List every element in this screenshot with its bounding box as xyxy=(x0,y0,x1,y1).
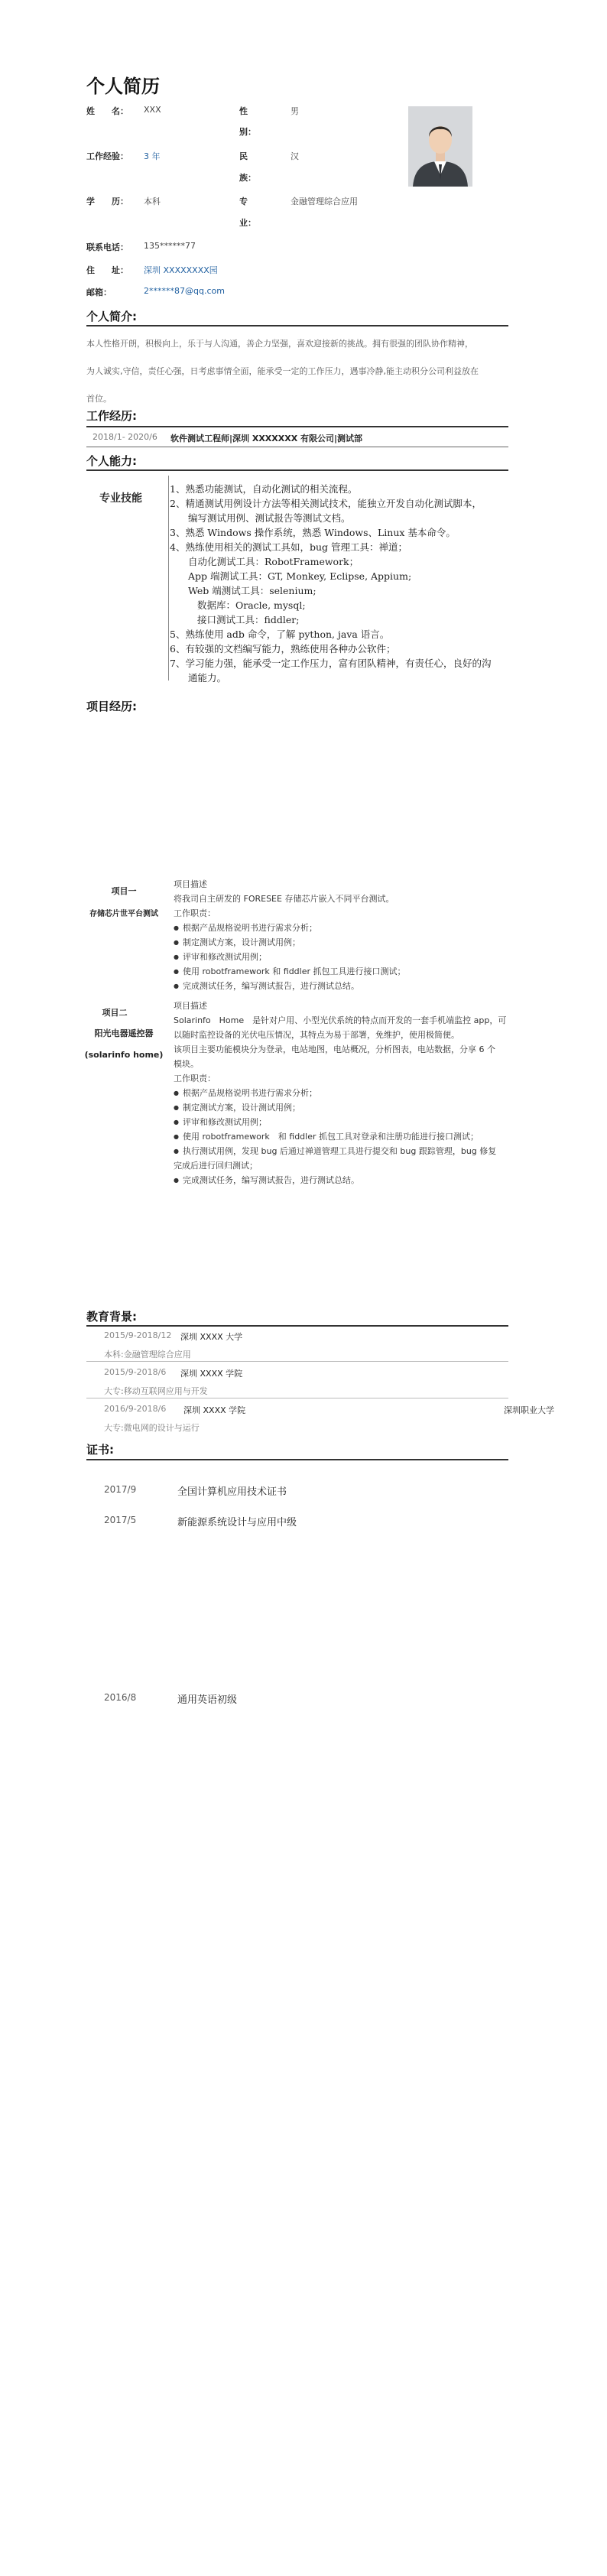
projects-section-title: 项目经历: xyxy=(86,700,137,713)
gender-value: 男 xyxy=(291,106,299,116)
work-divider xyxy=(86,426,508,427)
edu-date: 2015/9-2018/6 xyxy=(104,1367,167,1377)
ethnic-value: 汉 xyxy=(291,151,299,161)
project-2-bullet: ● 执行测试用例，发现 bug 后通过禅道管理工具进行提交和 bug 跟踪管理，bug 修复 xyxy=(174,1144,514,1158)
project-2-line: 该项目主要功能模块分为登录，电站地图，电站概况，分析图表，电站数据，分享 6 个 xyxy=(174,1044,495,1054)
page-title: 个人简历 xyxy=(86,76,160,97)
edu-divider xyxy=(86,1361,508,1362)
avatar xyxy=(408,106,472,187)
major-value: 金融管理综合应用 xyxy=(291,197,358,206)
cert-name: 通用英语初级 xyxy=(177,1694,238,1706)
skill-line: 6、有较强的文档编写能力，熟练使用各种办公软件； xyxy=(170,643,396,655)
skill-line: 接口测试工具：fiddler; xyxy=(197,614,300,625)
job-date: 2018/1- 2020/6 xyxy=(93,432,157,442)
skills-list xyxy=(170,482,491,685)
project-1-bullet: ● 使用 robotframework 和 fiddler 抓包工具进行接口测试； xyxy=(174,964,510,979)
project-2-bullet: ● 使用 robotframework 和 fiddler 抓包工具对登录和注册功能进行接口测试； xyxy=(174,1129,514,1144)
edu-date: 2016/9-2018/6 xyxy=(104,1404,167,1414)
ethnic-label-2: 族： xyxy=(239,173,256,183)
skill-line: 7、学习能力强，能承受一定工作压力，富有团队精神，有责任心，良好的沟 xyxy=(170,658,492,669)
skill-line: App 端测试工具：GT, Monkey, Eclipse, Appium; xyxy=(188,570,412,582)
profile-divider xyxy=(86,325,508,326)
skill-line: 通能力。 xyxy=(188,672,227,684)
project-2-details xyxy=(174,999,514,1187)
project-2-line: 项目描述 xyxy=(174,1001,207,1011)
work-section-title: 工作经历: xyxy=(86,409,137,423)
education-label: 学 历： xyxy=(86,197,128,206)
project-1-subtitle: 存储芯片世平台测试 xyxy=(89,910,158,918)
profile-line: 首位。 xyxy=(86,394,112,404)
project-2-line: 工作职责： xyxy=(174,1074,216,1083)
ability-section-title: 个人能力: xyxy=(86,454,137,468)
project-2-line: 完成后进行回归测试； xyxy=(174,1161,258,1171)
skill-line: 3、熟悉 Windows 操作系统，熟悉 Windows、Linux 基本命令。 xyxy=(170,527,456,538)
skill-line: 4、熟练使用相关的测试工具如，bug 管理工具：禅道； xyxy=(170,541,407,553)
job-title: 软件测试工程师|深圳 XXXXXXX 有限公司|测试部 xyxy=(170,434,363,443)
major-label-2: 业： xyxy=(239,218,256,228)
project-1-name: 项目一 xyxy=(111,886,137,896)
edu-date: 2015/9-2018/12 xyxy=(104,1330,172,1340)
email-label: 邮箱： xyxy=(86,287,112,297)
major-label: 专 xyxy=(239,197,248,206)
edu-school: 深圳 XXXX 学院 xyxy=(180,1369,243,1379)
ethnic-label: 民 xyxy=(239,151,248,161)
cert-date: 2016/8 xyxy=(104,1692,137,1703)
certs-divider xyxy=(86,1459,508,1460)
project-2-bullet: ● 制定测试方案，设计测试用例； xyxy=(174,1100,514,1115)
edu-major: 大专:微电网的设计与运行 xyxy=(104,1423,200,1433)
project-2-name: 项目二 xyxy=(102,1008,128,1018)
project-2-line: Solarinfo Home 是针对户用、小型光伏系统的特点而开发的一套手机端监控 app，可 xyxy=(174,1015,507,1025)
skill-line: 编写测试用例、测试报告等测试文档。 xyxy=(188,512,351,524)
cert-date: 2017/9 xyxy=(104,1484,137,1495)
profile-line: 本人性格开朗，积极向上，乐于与人沟通，善企力坚强，喜欢迎接新的挑战。拥有很强的团队协作精神， xyxy=(86,339,473,349)
email-value[interactable]: 2******87@qq.com xyxy=(144,286,225,296)
ability-divider xyxy=(86,469,508,471)
edu-school: 深圳 XXXX 大学 xyxy=(180,1332,243,1342)
project-1-bullet: ● 根据产品规格说明书进行需求分析； xyxy=(174,921,510,935)
edu-school-extra: 深圳职业大学 xyxy=(504,1405,554,1415)
name-label: 姓 名： xyxy=(86,106,128,116)
gender-label-2: 别： xyxy=(239,127,256,137)
certs-section-title: 证书: xyxy=(86,1443,114,1457)
skill-line: 数据库：Oracle, mysql; xyxy=(197,599,306,611)
edu-major: 大专:移动互联网应用与开发 xyxy=(104,1386,208,1396)
project-2-subtitle-en: (solarinfo home) xyxy=(84,1050,164,1060)
phone-label: 联系电话： xyxy=(86,242,128,252)
gender-label: 性 xyxy=(239,106,248,116)
skill-line: 5、熟练使用 adb 命令，了解 python, java 语言。 xyxy=(170,629,390,640)
skills-heading: 专业技能 xyxy=(99,492,142,505)
profile-section-title: 个人简介: xyxy=(86,310,137,323)
address-label: 住 址： xyxy=(86,265,128,275)
education-section-title: 教育背景: xyxy=(86,1310,137,1324)
project-2-subtitle: 阳光电器遥控器 xyxy=(94,1028,154,1038)
cert-name: 新能源系统设计与应用中级 xyxy=(177,1517,297,1528)
phone-value: 135******77 xyxy=(144,241,196,251)
project-1-bullet: ● 评审和修改测试用例； xyxy=(174,950,510,964)
cert-date: 2017/5 xyxy=(104,1515,137,1525)
project-1-bullet: ● 制定测试方案，设计测试用例； xyxy=(174,935,510,950)
skill-line: 1、熟悉功能测试，自动化测试的相关流程。 xyxy=(170,483,358,495)
edu-school: 深圳 XXXX 学院 xyxy=(183,1405,246,1415)
project-1-line: 工作职责： xyxy=(174,908,216,918)
project-2-bullet: ● 评审和修改测试用例； xyxy=(174,1115,514,1129)
skill-line: Web 端测试工具：selenium; xyxy=(188,585,316,596)
project-1-bullet: ● 完成测试任务，编写测试报告，进行测试总结。 xyxy=(174,979,510,993)
profile-text xyxy=(86,330,514,413)
project-1-details xyxy=(174,877,510,993)
address-value: 深圳 XXXXXXXX园 xyxy=(144,265,218,275)
profile-line: 为人诚实,守信，责任心强，日考虑事情全面，能承受一定的工作压力，遇事冷静,能主动积分公司利益放在 xyxy=(86,366,479,376)
education-value: 本科 xyxy=(144,197,161,206)
project-2-bullet: ● 根据产品规格说明书进行需求分析； xyxy=(174,1086,514,1100)
skills-vertical-divider xyxy=(168,476,169,681)
name-value: XXX xyxy=(144,105,161,115)
project-2-line: 以随时监控设备的光伏电压情况，其特点为易于部署，免维护，使用极简便。 xyxy=(174,1030,459,1040)
project-1-line: 项目描述 xyxy=(174,879,207,889)
project-2-line: 模块。 xyxy=(174,1059,199,1069)
experience-label: 工作经验： xyxy=(86,151,128,161)
education-divider xyxy=(86,1325,508,1327)
edu-major: 本科:金融管理综合应用 xyxy=(104,1350,191,1359)
cert-name: 全国计算机应用技术证书 xyxy=(177,1486,287,1498)
skill-line: 2、精通测试用例设计方法等相关测试技术，能独立开发自动化测试脚本， xyxy=(170,498,482,509)
experience-value: 3 年 xyxy=(144,151,161,161)
project-1-line: 将我司自主研发的 FORESEE 存储芯片嵌入不同平台测试。 xyxy=(174,894,394,904)
skill-line: 自动化测试工具：RobotFramework； xyxy=(188,556,359,567)
project-2-bullet: ● 完成测试任务，编写测试报告，进行测试总结。 xyxy=(174,1173,514,1187)
